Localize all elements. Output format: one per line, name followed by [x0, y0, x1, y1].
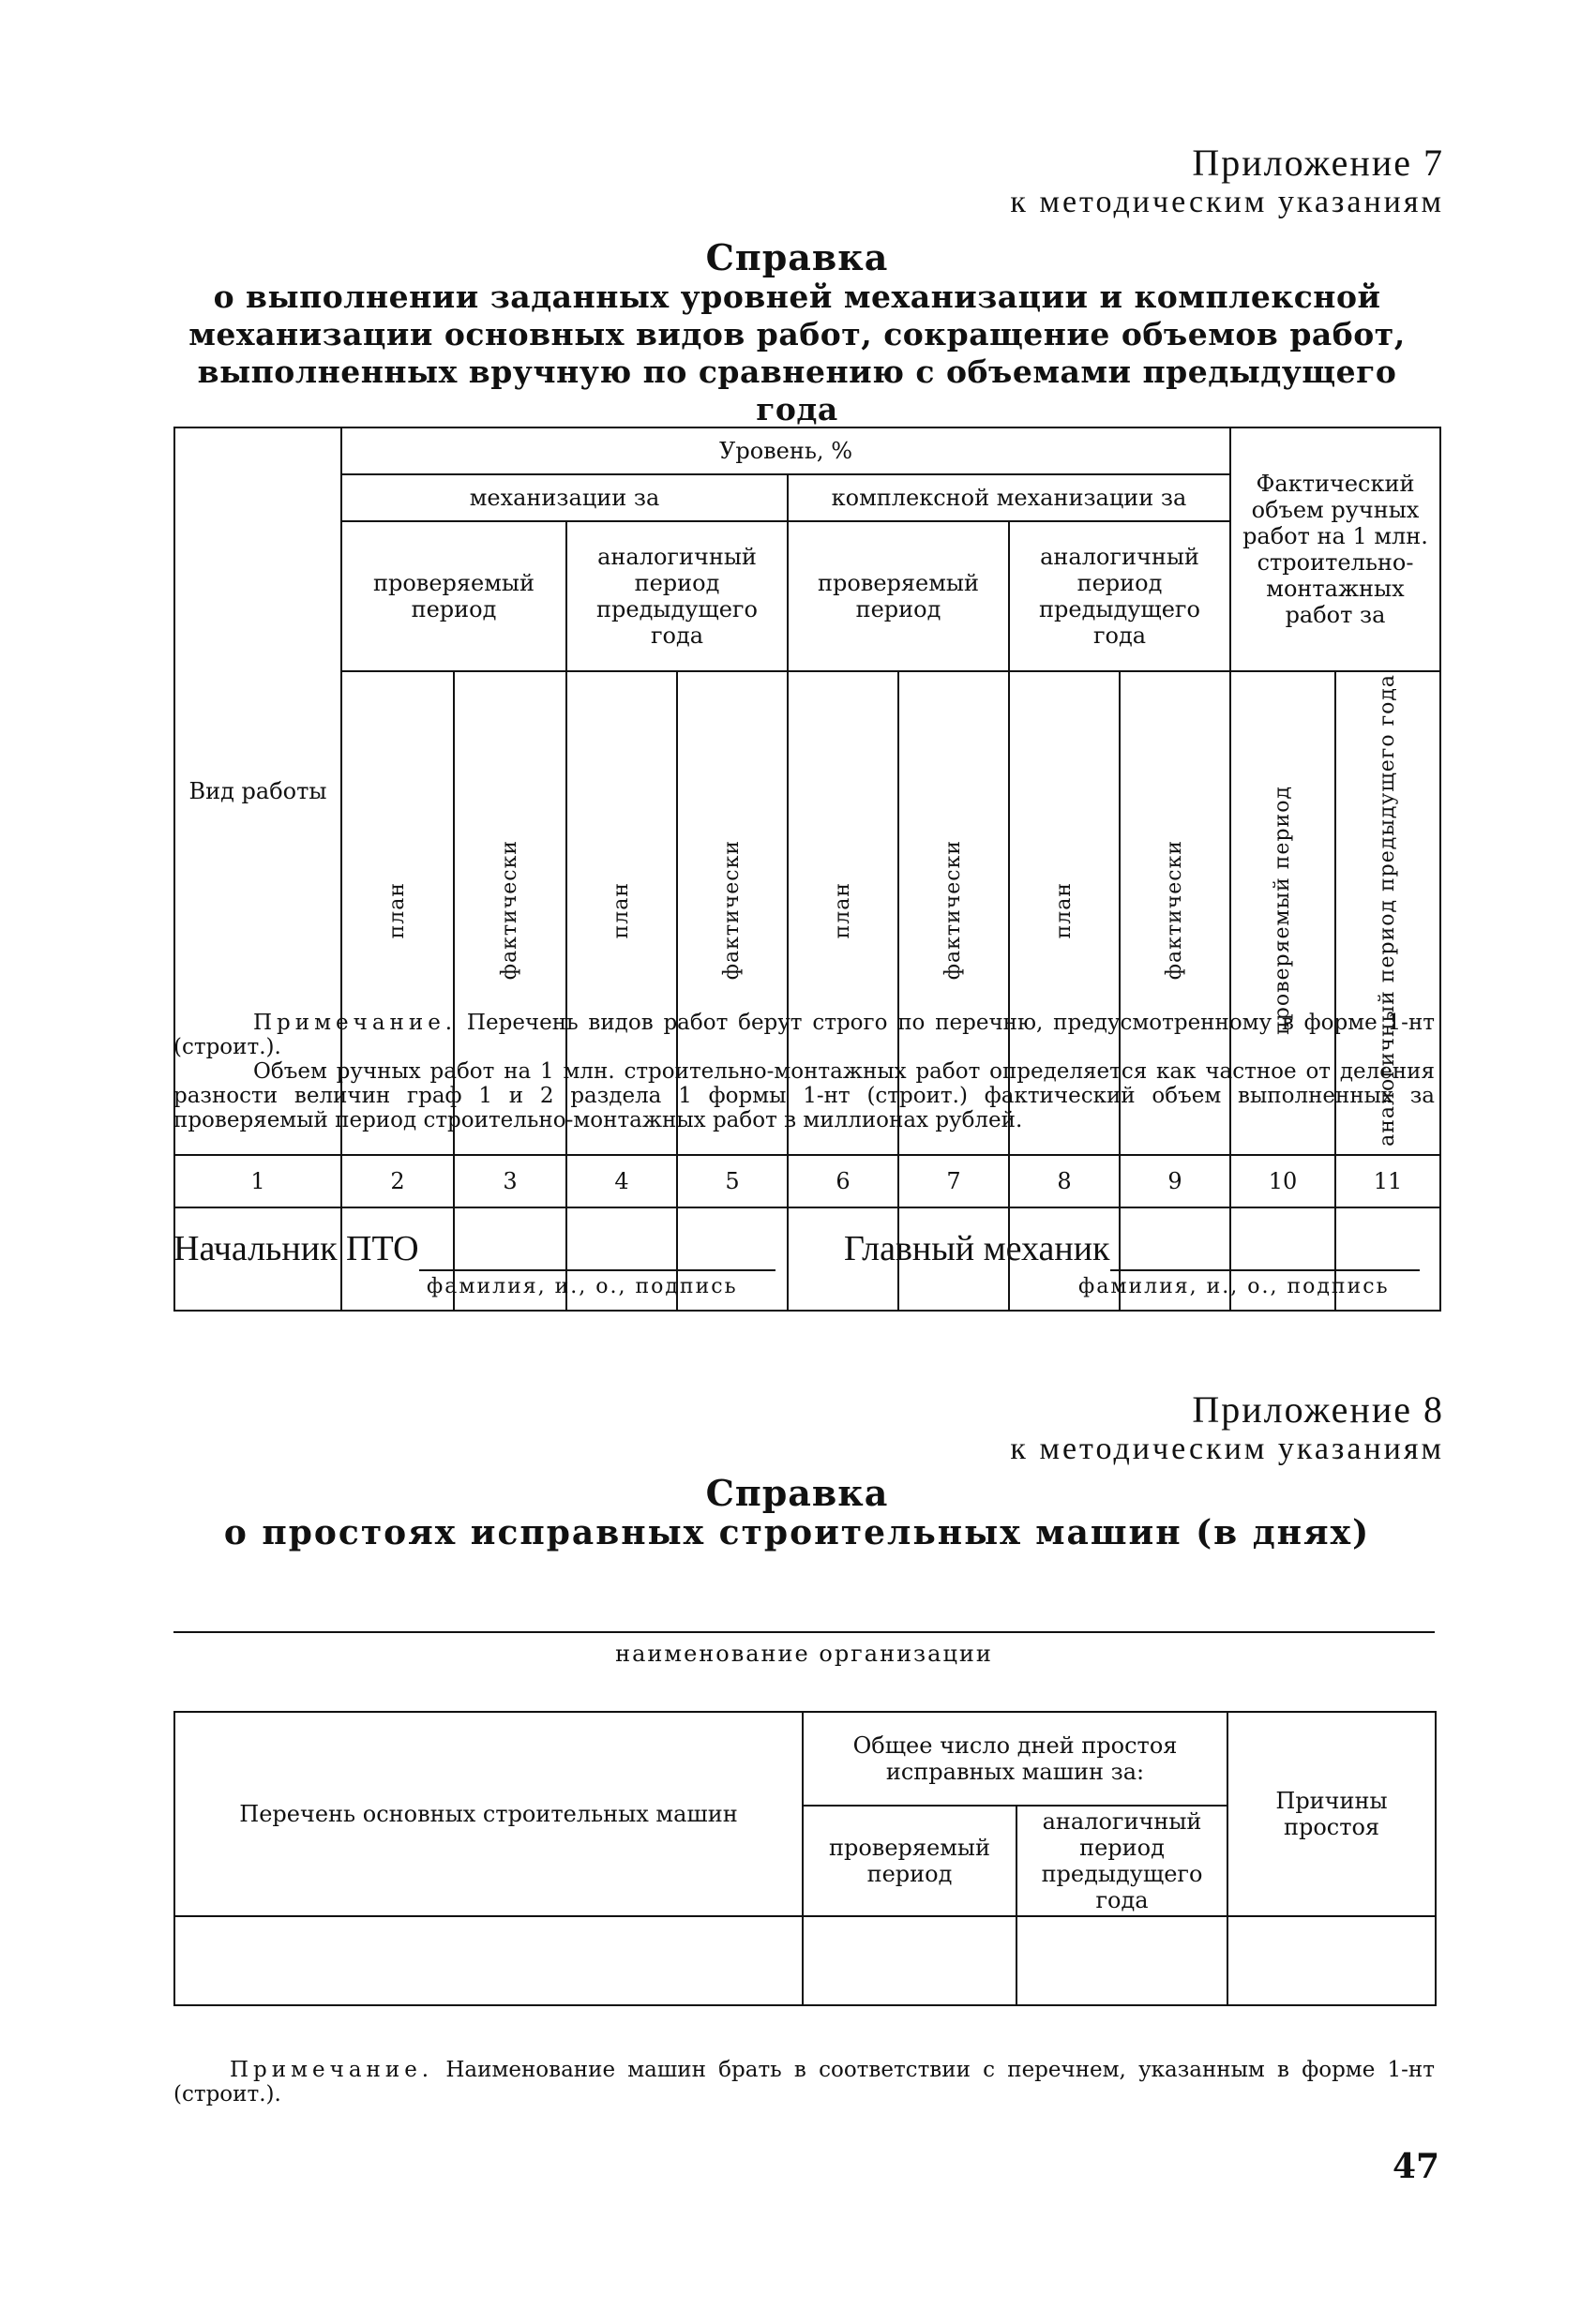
idle-reasons-header-label: Причины простоя [1275, 1788, 1388, 1840]
plan-col-8-label: план [1052, 881, 1076, 939]
appendix-8-line2: к методическим указаниям [1010, 1432, 1444, 1466]
reference-7-title-block [169, 236, 1425, 428]
note-7 [173, 1011, 1435, 1132]
col-number-7: 7 [898, 1155, 1009, 1207]
reference-7-subtitle-line2: механизации основных видов работ, сокращение объемов работ, [188, 316, 1406, 352]
signature-right-line [1110, 1228, 1420, 1271]
mech-checked-period [341, 521, 566, 671]
machines-list-header [174, 1712, 803, 1916]
appendix-7-line1: Приложение 7 [1192, 142, 1444, 184]
mechanization-header [341, 474, 788, 521]
empty-cell [803, 1916, 1016, 2005]
empty-cell [1016, 1916, 1227, 2005]
note-7-text1: Перечень видов работ берут строго по перечню, предусмотренному в форме 1-нт (строит.). [173, 1011, 1435, 1059]
signature-left-label: Начальник ПТО [173, 1229, 419, 1268]
col-number-10: 10 [1230, 1155, 1335, 1207]
complex-analog-period [1009, 521, 1230, 671]
reference-7-subtitle-line3: выполненных вручную по сравнению с объемами предыдущего года [197, 353, 1397, 427]
col-number-1: 1 [174, 1155, 341, 1207]
plan-col-2-label: план [385, 881, 409, 939]
page-number: 47 [1393, 2147, 1440, 2186]
mech-checked-period-label: проверяемый период [373, 570, 535, 622]
reference-8-title-block [169, 1472, 1425, 1552]
note-8-label: Примечание. [230, 2058, 434, 2082]
empty-cell [174, 1916, 803, 2005]
complex-mechanization-header [788, 474, 1230, 521]
complex-analog-period-label: аналогичный период предыдущего года [1039, 544, 1200, 649]
empty-cell [1227, 1916, 1436, 2005]
note-8-text: Наименование машин брать в соответствии с перечнем, указанным в форме 1-нт (строит.). [173, 2058, 1435, 2107]
col-number-2: 2 [341, 1155, 454, 1207]
signature-left-line [419, 1228, 775, 1271]
col-number-4: 4 [566, 1155, 677, 1207]
signature-right [844, 1228, 1420, 1271]
idle-empty-row [174, 1916, 1436, 2005]
fact-col-5-label: фактически [720, 840, 744, 981]
idle-checked-period-label: проверяемый период [829, 1835, 990, 1887]
fact-col-9-label: фактически [1163, 840, 1186, 981]
fact-col-7-label: фактически [941, 840, 965, 981]
organization-caption: наименование организации [615, 1641, 993, 1667]
signature-right-caption: фамилия, и., о., подпись [1078, 1275, 1390, 1298]
idle-checked-period [803, 1806, 1016, 1916]
complex-checked-period-label: проверяемый период [818, 570, 979, 622]
reference-7-title: Справка [705, 236, 889, 278]
appendix-8-heading [975, 1387, 1444, 1467]
col-number-5: 5 [677, 1155, 788, 1207]
note-7-para2: Объем ручных работ на 1 млн. строительно-монтажных работ определяется как частное от деления разности величин граф 1 и 2 раздела 1 формы 1-нт (строит.) фактический объем выполненных за проверяемый период строительно-монтажных работ в миллионах рублей. [173, 1059, 1435, 1132]
checked-col-10-label: проверяемый период [1271, 785, 1294, 1035]
signature-left-caption: фамилия, и., о., подпись [427, 1275, 738, 1298]
appendix-8-line1: Приложение 8 [1192, 1388, 1444, 1431]
total-idle-days-header-label: Общее число дней простоя исправных машин за: [852, 1732, 1178, 1785]
idle-machines-table [173, 1711, 1437, 2006]
level-header [341, 427, 1230, 474]
fact-volume-header [1230, 427, 1440, 671]
idle-reasons-header [1227, 1712, 1436, 1916]
mechanization-table [173, 427, 1441, 1312]
appendix-7-line2: к методическим указаниям [1010, 185, 1444, 219]
reference-7-subtitle-line1: о выполнении заданных уровней механизации и комплексной [213, 278, 1381, 315]
col-kind-of-work-label: Вид работы [188, 777, 327, 804]
level-header-label: Уровень, % [719, 438, 852, 464]
analog-col-11-label: аналогичный период предыдущего года [1376, 674, 1399, 1147]
organization-line [173, 1631, 1435, 1633]
fact-col-3-label: фактически [498, 840, 521, 981]
mechanization-header-label: механизации за [469, 485, 660, 511]
reference-8-title: Справка [705, 1472, 889, 1514]
note-7-label: Примечание. [253, 1011, 458, 1035]
plan-col-4-label: план [610, 881, 633, 939]
note-8 [173, 2058, 1435, 2107]
total-idle-days-header [803, 1712, 1227, 1806]
col-number-8: 8 [1009, 1155, 1120, 1207]
col-number-6: 6 [788, 1155, 898, 1207]
note-8-para [173, 2058, 1435, 2107]
reference-8-subtitle: о простоях исправных строительных машин (в днях) [223, 1513, 1371, 1552]
plan-col-6-label: план [831, 881, 854, 939]
fact-volume-header-label: Фактический объем ручных работ на 1 млн. строительно-монтажных работ за [1242, 471, 1428, 628]
col-number-9: 9 [1120, 1155, 1230, 1207]
machines-list-header-label: Перечень основных строительных машин [239, 1801, 738, 1827]
col-number-11: 11 [1335, 1155, 1440, 1207]
complex-checked-period [788, 521, 1009, 671]
column-numbers-row [174, 1155, 1440, 1207]
signature-right-label: Главный механик [844, 1229, 1110, 1268]
signature-left [173, 1228, 775, 1271]
note-7-para1 [173, 1011, 1435, 1059]
mech-analog-period-label: аналогичный период предыдущего года [596, 544, 758, 649]
complex-mechanization-header-label: комплексной механизации за [831, 485, 1187, 511]
appendix-7-heading [994, 141, 1444, 220]
idle-analog-period [1016, 1806, 1227, 1916]
col-number-3: 3 [454, 1155, 566, 1207]
idle-analog-period-label: аналогичный период предыдущего года [1041, 1808, 1203, 1913]
mech-analog-period [566, 521, 788, 671]
